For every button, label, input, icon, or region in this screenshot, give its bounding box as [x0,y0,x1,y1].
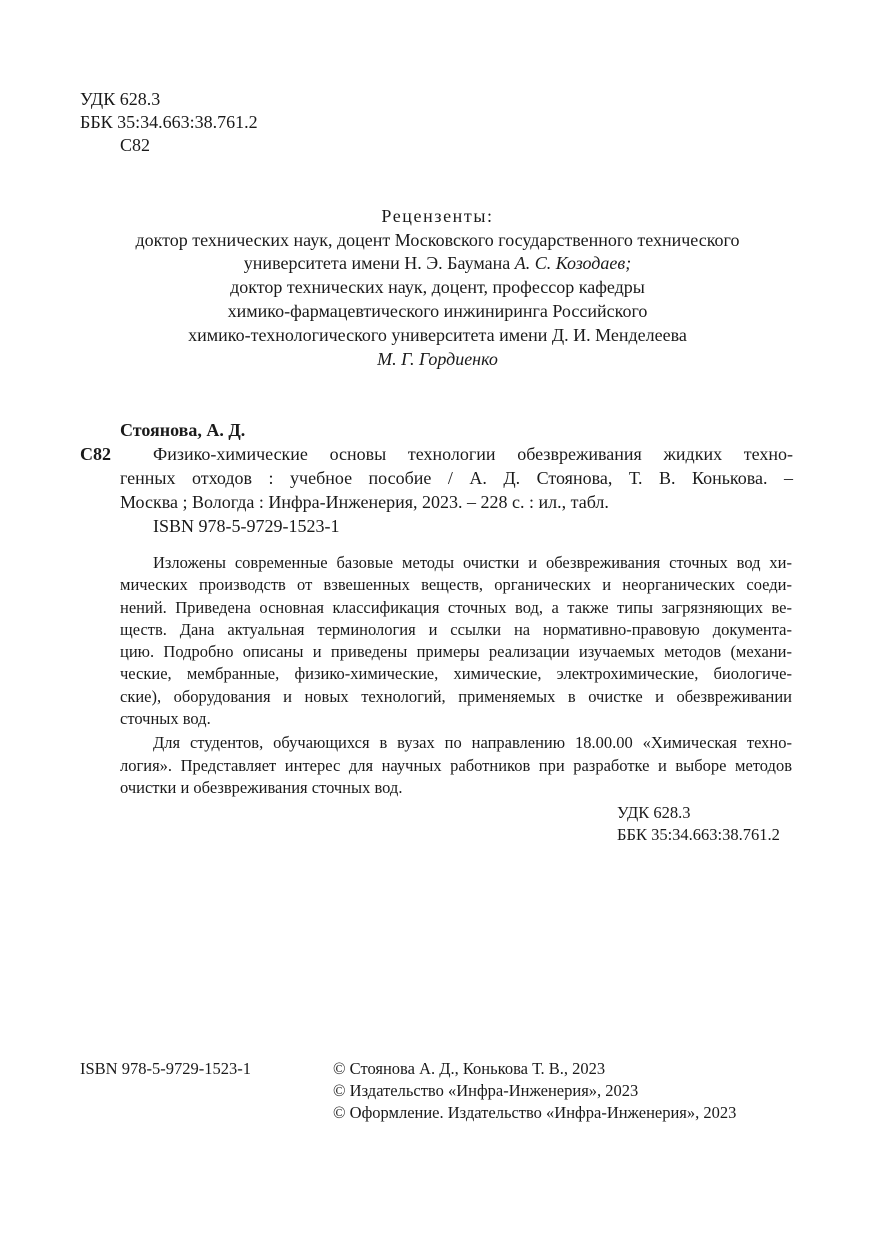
annotation-line: логия». Представляет интерес для научных работников при разработке и выборе методов [120,755,792,775]
annotation-line: очистки и обезвреживания сточных вод. [120,777,403,797]
udk-code: УДК 628.3 [80,89,161,109]
reviewer-1-name: А. С. Козодаев; [514,253,632,273]
bib-line-3: Москва ; Вологда : Инфра-Инженерия, 2023. – 228 с. : ил., табл. [120,492,609,512]
bib-line-2-text: генных отходов : учебное пособие / А. Д. Стоянова, Т. В. Конькова. – [120,468,793,488]
annotation-line: цию. Подробно описаны и приведены примеры реализации изучаемых методов (механи- [120,642,792,662]
reviewer-2-name: М. Г. Гордиенко [377,349,498,369]
bib-isbn: ISBN 978-5-9729-1523-1 [153,516,340,536]
reviewer-line-2 [0,252,875,275]
bib-line-1 [153,443,793,466]
reviewer-1-affiliation: университета имени Н. Э. Баумана [243,253,515,273]
annotation-line: нений. Приведена основная классификация сточных вод, а также типы загрязняющих ве- [120,597,792,617]
bbk-code: ББК 35:34.663:38.761.2 [80,112,258,132]
bib-line-1-text: Физико-химические основы технологии обезвреживания жидких техно- [153,444,793,464]
annotation-line: ческие, мембранные, физико-химические, химические, электрохимические, биологиче- [120,664,792,684]
reviewer-line-3: доктор технических наук, доцент, профессор кафедры [230,277,645,297]
reviewer-line-5: химико-технологического университета имени Д. И. Менделеева [188,325,687,345]
annotation-line: Изложены современные базовые методы очистки и обезвреживания сточных вод хи- [153,553,792,572]
copyright-authors: © Стоянова А. Д., Конькова Т. В., 2023 [333,1059,606,1078]
bottom-bbk: ББК 35:34.663:38.761.2 [617,825,780,844]
bottom-udk: УДК 628.3 [617,803,691,822]
footer-isbn: ISBN 978-5-9729-1523-1 [80,1059,251,1078]
author-mark: С82 [120,135,151,155]
book-author: Стоянова, А. Д. [120,420,246,440]
annotation-line: ские), оборудования и новых технологий, применяемых в очистке и обезвреживании [120,686,792,706]
annotation [120,552,792,799]
catalog-mark: С82 [80,444,111,464]
copyright-design: © Оформление. Издательство «Инфра-Инженерия», 2023 [333,1103,737,1122]
bib-line-2 [120,467,793,490]
reviewer-line-4: химико-фармацевтического инжиниринга Российского [227,301,648,321]
annotation-line: мических производств от взвешенных веществ, органических и неорганических соеди- [120,575,792,595]
annotation-line: ществ. Дана актуальная терминология и ссылки на нормативно-правовую документа- [120,619,792,639]
annotation-line: Для студентов, обучающихся в вузах по направлению 18.00.00 «Химическая техно- [153,733,792,753]
copyright-publisher: © Издательство «Инфра-Инженерия», 2023 [333,1081,639,1100]
annotation-line: сточных вод. [120,709,211,729]
reviewers-title: Рецензенты: [381,206,494,226]
reviewer-line-1: доктор технических наук, доцент Московского государственного технического [135,230,740,250]
